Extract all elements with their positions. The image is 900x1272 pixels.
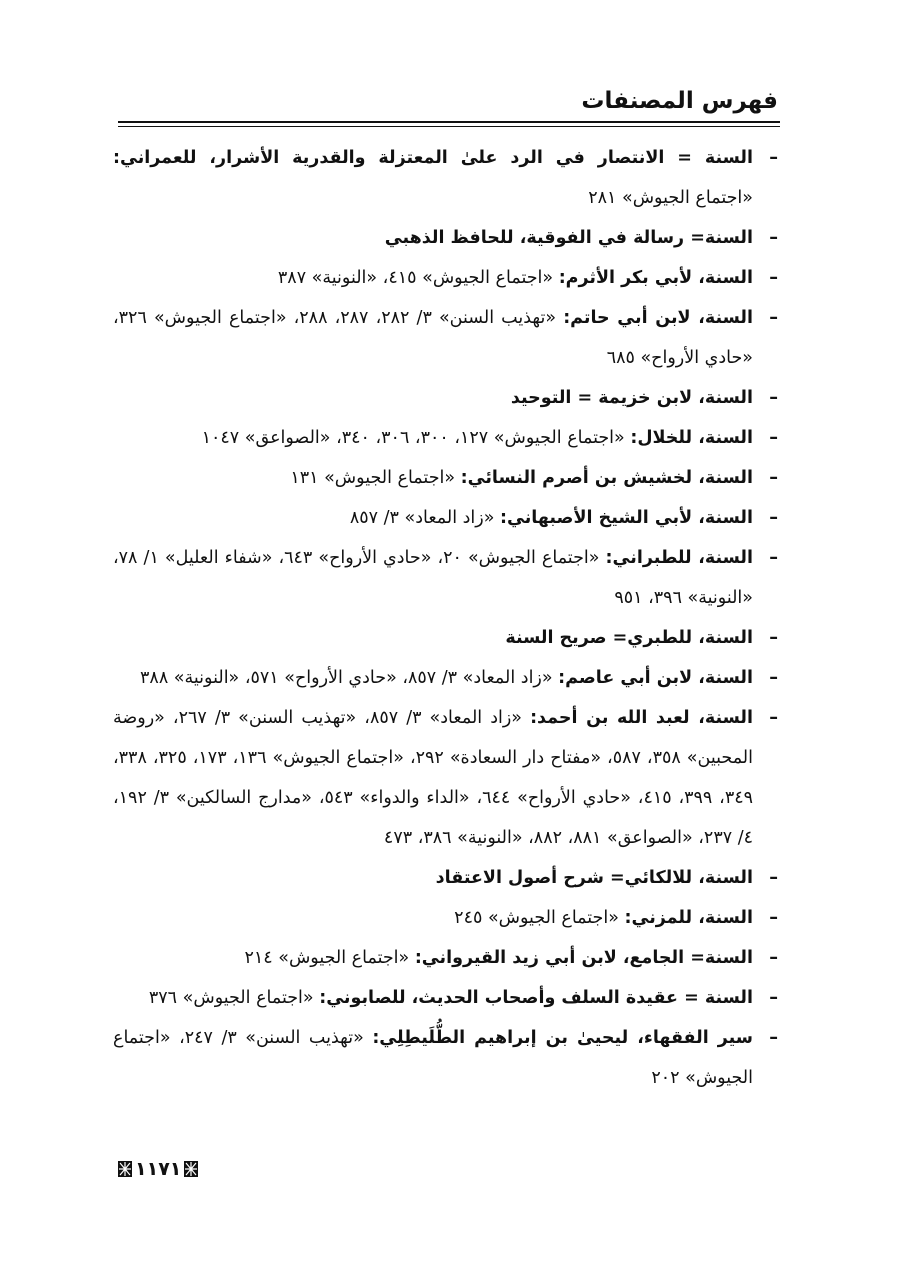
entry-title: السنة = عقيدة السلف وأصحاب الحديث، للصابوني:	[319, 988, 753, 1008]
index-entry	[113, 898, 778, 938]
entry-title: السنة، لخشيش بن أصرم النسائي:	[460, 468, 753, 488]
index-entry	[113, 378, 778, 418]
entry-title: السنة= الجامع، لابن أبي زيد القيرواني:	[414, 948, 753, 968]
entry-dash: –	[769, 708, 778, 728]
index-entry	[113, 498, 778, 538]
index-entry	[113, 618, 778, 658]
entry-title: السنة، للطبراني:	[605, 548, 753, 568]
entry-dash: –	[769, 148, 778, 168]
index-list	[113, 138, 778, 1098]
entry-dash: –	[769, 668, 778, 688]
entry-title: السنة، للخلال:	[630, 428, 753, 448]
page-title: فهرس المصنفات	[581, 88, 778, 114]
entry-refs: «اجتماع الجيوش» ٣٧٦	[148, 988, 320, 1008]
entry-refs: «اجتماع الجيوش» ١٢٧، ٣٠٠، ٣٠٦، ٣٤٠، «الصواعق» ١٠٤٧	[201, 428, 631, 448]
entry-dash: –	[769, 428, 778, 448]
entry-refs: «تهذيب السنن» ٣/ ٢٨٢، ٢٨٧، ٢٨٨، «اجتماع الجيوش» ٣٢٦، «حادي الأرواح» ٦٨٥	[113, 308, 753, 368]
index-entry	[113, 538, 778, 618]
entry-dash: –	[769, 468, 778, 488]
entry-dash: –	[769, 268, 778, 288]
lattice-ornament-icon	[184, 1161, 198, 1177]
index-entry	[113, 218, 778, 258]
entry-title: السنة، لأبي الشيخ الأصبهاني:	[500, 508, 753, 528]
entry-refs: «تهذيب السنن» ٣/ ٢٤٧، «اجتماع الجيوش» ٢٠٢	[113, 1028, 753, 1088]
index-entry	[113, 298, 778, 378]
index-entry	[113, 938, 778, 978]
header-rule-thick	[118, 121, 780, 123]
entry-refs: «اجتماع الجيوش» ٢٤٥	[454, 908, 625, 928]
index-entry	[113, 258, 778, 298]
entry-title: سير الفقهاء، ليحيىٰ بن إبراهيم الطُّلَيطِلِي:	[372, 1028, 753, 1048]
entry-refs: «اجتماع الجيوش» ٢١٤	[244, 948, 415, 968]
entry-title: السنة، لابن خزيمة = التوحيد	[510, 388, 753, 408]
entry-dash: –	[769, 548, 778, 568]
index-entry	[113, 978, 778, 1018]
entry-title: السنة = الانتصار في الرد علىٰ المعتزلة والقدرية الأشرار، للعمراني:	[113, 148, 753, 168]
entry-title: السنة، لعبد الله بن أحمد:	[530, 708, 753, 728]
entry-refs: «اجتماع الجيوش» ١٣١	[290, 468, 461, 488]
entry-title: السنة، للمزني:	[624, 908, 753, 928]
index-entry	[113, 658, 778, 698]
entry-dash: –	[769, 388, 778, 408]
entry-title: السنة، للطبري= صريح السنة	[505, 628, 753, 648]
entry-refs: «اجتماع الجيوش» ٢٨١	[588, 188, 753, 208]
entry-title: السنة، لابن أبي عاصم:	[558, 668, 753, 688]
index-entry	[113, 138, 778, 218]
entry-title: السنة، لأبي بكر الأثرم:	[558, 268, 753, 288]
entry-title: السنة= رسالة في الفوقية، للحافظ الذهبي	[384, 228, 753, 248]
entry-title: السنة، لابن أبي حاتم:	[563, 308, 753, 328]
index-entry	[113, 458, 778, 498]
entry-dash: –	[769, 228, 778, 248]
index-entry	[113, 698, 778, 858]
page-number-folio	[118, 1156, 198, 1182]
entry-refs: «اجتماع الجيوش» ٢٠، «حادي الأرواح» ٦٤٣، «شفاء العليل» ١/ ٧٨، «النونية» ٣٩٦، ٩٥١	[113, 548, 753, 608]
entry-dash: –	[769, 508, 778, 528]
entry-dash: –	[769, 948, 778, 968]
page-number: ١١٧١	[135, 1158, 182, 1180]
lattice-ornament-icon	[118, 1161, 132, 1177]
entry-dash: –	[769, 988, 778, 1008]
entry-dash: –	[769, 1028, 778, 1048]
entry-refs: «زاد المعاد» ٣/ ٨٥٧، «حادي الأرواح» ٥٧١، «النونية» ٣٨٨	[140, 668, 559, 688]
entry-dash: –	[769, 868, 778, 888]
index-entry	[113, 418, 778, 458]
header-rule-thin	[118, 126, 780, 127]
index-entry	[113, 858, 778, 898]
index-entry	[113, 1018, 778, 1098]
entry-refs: «زاد المعاد» ٣/ ٨٥٧	[349, 508, 501, 528]
entry-refs: «زاد المعاد» ٣/ ٨٥٧، «تهذيب السنن» ٣/ ٢٦٧، «روضة المحبين» ٣٥٨، ٥٨٧، «مفتاح دار السعادة» ٢٩٢، «اجتماع الجيوش» ١٣٦، ١٧٣، ٣٢٥، ٣٣٨، ٣٤٩، ٣٩٩، ٤١٥، «حادي الأرواح» ٦٤٤، «الداء والدواء» ٥٤٣، «مدارج السالكين» ٣/ ١٩٢، ٤/ ٢٣٧، «الصواعق» ٨٨١، ٨٨٢، «النونية» ٣٨٦، ٤٧٣	[113, 708, 754, 848]
entry-dash: –	[769, 908, 778, 928]
entry-title: السنة، للالكائي= شرح أصول الاعتقاد	[435, 868, 753, 888]
entry-refs: «اجتماع الجيوش» ٤١٥، «النونية» ٣٨٧	[277, 268, 559, 288]
entry-dash: –	[769, 628, 778, 648]
entry-dash: –	[769, 308, 778, 328]
